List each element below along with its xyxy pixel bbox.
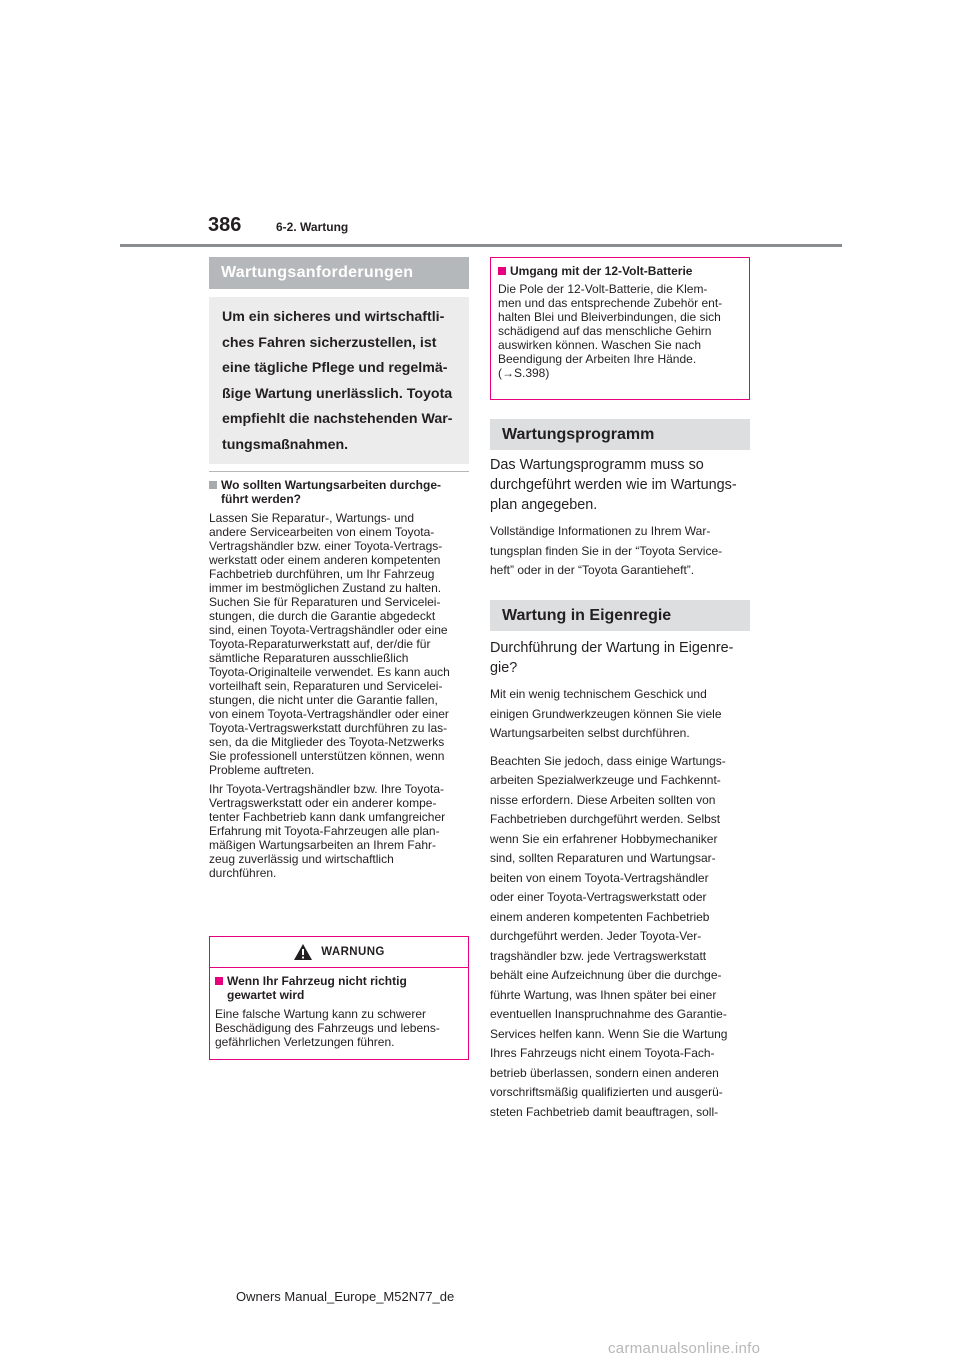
text-line: Sie professionell unterstützen können, wenn [209, 749, 445, 763]
warning-heading-line: Wenn Ihr Fahrzeug nicht richtig [227, 974, 407, 988]
intro-line: eine tägliche Pflege und regelmä- [222, 360, 448, 376]
section-title-wartungsanforderungen: Wartungsanforderungen [209, 257, 469, 289]
text-line: steten Fachbetrieb damit beauftragen, soll- [490, 1104, 719, 1119]
page-number: 386 [208, 214, 242, 236]
text-line: tragshändler bzw. jede Vertragswerkstatt [490, 948, 707, 963]
text-line: Ihres Fahrzeugs nicht einem Toyota-Fach- [490, 1046, 715, 1060]
text-line: behält eine Aufzeichnung über die durchge- [490, 968, 722, 982]
program-text [490, 522, 750, 581]
text-line: auswirken können. Waschen Sie nach [498, 338, 702, 352]
page-reference-link[interactable]: (→S.398) [498, 366, 550, 380]
text-line: Lassen Sie Reparatur-, Wartungs- und [209, 511, 414, 525]
text-line: immer im bestmöglichen Zustand zu halten. [209, 581, 442, 595]
text-line: arbeiten Spezialwerkzeuge und Fachkennt- [490, 773, 721, 787]
text-line: Suchen Sie für Reparaturen und Servicelei- [209, 595, 441, 609]
left-body [209, 511, 469, 880]
diy-section [490, 600, 750, 1130]
text-line: Beendigung der Arbeiten Ihre Hände. [498, 352, 697, 366]
text-line: Erfahrung mit Toyota-Fahrzeugen alle plan- [209, 824, 440, 838]
text-line: Wartungsarbeiten selbst durchführen. [490, 726, 690, 740]
text-line: nisse erfordern. Diese Arbeiten sollten von [490, 792, 716, 807]
section-title-wartungsprogramm: Wartungsprogramm [490, 419, 750, 450]
intro-line: empfiehlt die nachstehenden War- [222, 411, 453, 427]
text-line: sen, da die Mitglieder des Toyota-Netzwerks [209, 735, 445, 749]
text-line: Ihr Toyota-Vertragshändler bzw. Ihre Toyota- [209, 782, 445, 796]
lead-line: plan angegeben. [490, 497, 598, 513]
text-line: gefährlichen Verletzungen führen. [215, 1035, 395, 1049]
battery-text [498, 282, 743, 380]
intro-divider [209, 471, 469, 472]
intro-line: tungsmaßnahmen. [222, 436, 349, 453]
text-line: werkstatt oder einem anderen kompetenten [209, 553, 441, 567]
sub-heading-wo [209, 478, 469, 506]
diy-text [490, 685, 750, 1122]
warning-heading-line: gewartet wird [227, 988, 305, 1002]
text-line: sind, sollten Reparaturen und Wartungsar- [490, 851, 716, 865]
text-line: vorschriftsmäßig qualifizierten und ausgerü- [490, 1085, 723, 1099]
battery-heading-text: Umgang mit der 12-Volt-Batterie [510, 264, 693, 278]
text-line: halten Blei und Bleiverbindungen, die sich [498, 310, 721, 324]
text-line: oder einer Toyota-Vertragswerkstatt oder [490, 890, 707, 904]
text-line: führte Wartung, was Ihnen später bei einer [490, 987, 717, 1002]
text-line: stungen, die nicht unter die Garantie fallen, [209, 693, 438, 707]
bullet-square-icon [215, 977, 223, 985]
warning-heading [215, 974, 462, 1002]
text-line: einigen Grundwerkzeugen können Sie viele [490, 706, 722, 721]
program-lead [490, 455, 750, 515]
text-line: Beschädigung des Fahrzeugs und lebens- [215, 1021, 440, 1035]
text-line: Die Pole der 12-Volt-Batterie, die Klem- [498, 282, 708, 296]
text-line: tenter Fachbetrieb kann dank umfangreicher [209, 810, 446, 824]
diy-lead [490, 638, 750, 678]
bullet-square-icon [498, 267, 506, 275]
intro-line: ches Fahren sicherzustellen, ist [222, 334, 437, 351]
section-title-wartung-in-eigenregie: Wartung in Eigenregie [490, 600, 750, 631]
text-line: von einem Toyota-Vertragshändler oder einer [209, 707, 449, 721]
paragraph [209, 782, 469, 880]
text-line: wenn Sie ein erfahrener Hobbymechaniker [490, 831, 718, 846]
text-line: Toyota-Reparaturwerkstatt auf, der/die für [209, 637, 431, 651]
text-line: Vertragshändler bzw. einer Toyota-Vertrags- [209, 539, 443, 553]
paragraph [209, 511, 469, 777]
text-line: durchgeführt werden. Jeder Toyota-Ver- [490, 929, 702, 943]
header-divider [120, 244, 842, 247]
text-line: Toyota-Originalteile verwendet. Es kann auch [209, 665, 450, 679]
text-line: zeug zuverlässig und wirtschaftlich [209, 852, 394, 866]
text-line: Mit ein wenig technischem Geschick und [490, 687, 707, 701]
paragraph [490, 685, 750, 744]
text-line: eventuellen Inanspruchnahme des Garantie- [490, 1007, 727, 1021]
warning-label: WARNUNG [321, 946, 385, 958]
text-line: sämtliche Reparaturen ausschließlich [209, 651, 409, 665]
text-line: Vertragswerkstatt oder ein anderer kompe- [209, 796, 437, 810]
battery-heading [498, 264, 743, 278]
text-line: Toyota-Vertragswerkstatt durchführen zu las- [209, 721, 448, 735]
text-line: Eine falsche Wartung kann zu schwerer [215, 1007, 426, 1021]
footer-doc-id: Owners Manual_Europe_M52N77_de [236, 1289, 455, 1304]
lead-line: Durchführung der Wartung in Eigenre- [490, 640, 734, 656]
warning-content [210, 968, 468, 1049]
watermark: carmanualsonline.info [608, 1340, 761, 1357]
sub-heading-line: führt werden? [221, 492, 301, 506]
bullet-square-icon [209, 481, 217, 489]
text-line: einem anderen kompetenten Fachbetrieb [490, 909, 710, 924]
text-line: sind, einen Toyota-Vertragshändler oder eine [209, 623, 448, 637]
text-line: stungen, die durch die Garantie abgedeckt [209, 609, 436, 623]
text-line: betrieb überlassen, sondern einen anderen [490, 1065, 719, 1080]
text-line: Vollständige Informationen zu Ihrem War- [490, 524, 711, 538]
text-line: heft” oder in der “Toyota Garantieheft”. [490, 563, 695, 577]
lead-line: durchgeführt werden wie im Wartungs- [490, 477, 737, 493]
text-line: andere Servicearbeiten von einem Toyota- [209, 525, 435, 539]
left-column [209, 257, 469, 885]
section-label: 6-2. Wartung [276, 220, 349, 234]
text-line: tungsplan finden Sie in der “Toyota Service- [490, 543, 723, 558]
program-section [490, 419, 750, 581]
text-line: mäßigen Wartungsarbeiten an Ihrem Fahr- [209, 838, 436, 852]
text-line: Probleme auftreten. [209, 763, 315, 777]
sub-heading-line: Wo sollten Wartungsarbeiten durchge- [221, 478, 442, 492]
lead-line: gie? [490, 660, 518, 676]
text-line: Fachbetrieb durchführen, um Ihr Fahrzeug [209, 567, 435, 581]
intro-line: ßige Wartung unerlässlich. Toyota [222, 385, 453, 402]
text-line: vorteilhaft sein, Reparaturen und Servicelei- [209, 679, 443, 693]
warning-text [215, 1007, 462, 1049]
paragraph [490, 752, 750, 1123]
intro-line: Um ein sicheres und wirtschaftli- [222, 309, 445, 325]
warning-triangle-icon [293, 943, 313, 961]
text-line: men und das entsprechende Zubehör ent- [498, 296, 723, 310]
intro-box [209, 297, 469, 464]
text-line: Beachten Sie jedoch, dass einige Wartungs- [490, 753, 726, 768]
text-line: durchführen. [209, 866, 277, 880]
battery-note-box [490, 257, 750, 400]
text-line: Fachbetrieben durchgeführt werden. Selbst [490, 812, 721, 826]
lead-line: Das Wartungsprogramm muss so [490, 457, 704, 473]
text-line: Services helfen kann. Wenn Sie die Wartung [490, 1026, 728, 1041]
text-line: schädigend auf das menschliche Gehirn [498, 324, 712, 338]
text-line: beiten von einem Toyota-Vertragshändler [490, 870, 709, 885]
warning-title [210, 937, 468, 967]
warning-box [209, 936, 469, 1060]
